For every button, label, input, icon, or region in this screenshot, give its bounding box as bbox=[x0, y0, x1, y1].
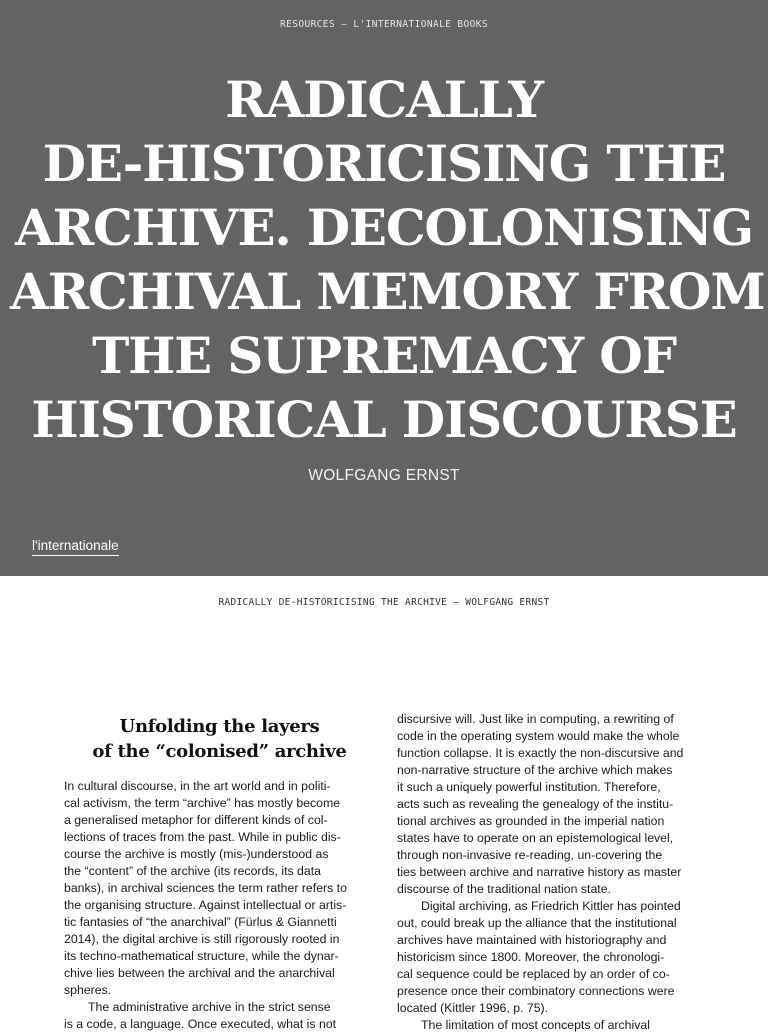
text-line: acts such as revealing the genealogy of the institu- bbox=[397, 797, 674, 811]
text-line: tic fantasies of “the anarchival” (Fürlus & Giannetti bbox=[64, 915, 337, 929]
title-line: HISTORICAL DISCOURSE bbox=[31, 390, 737, 449]
text-line: Digital archiving, as Friedrich Kittler has pointed bbox=[421, 899, 681, 913]
heading-line: of the “colonised” archive bbox=[92, 741, 347, 762]
text-line: its techno-mathematical structure, while the dynar- bbox=[64, 949, 339, 963]
paragraph bbox=[397, 711, 708, 898]
text-line: discourse of the traditional nation state. bbox=[397, 882, 611, 896]
series-label: RESOURCES – L'INTERNATIONALE BOOKS bbox=[279, 19, 489, 30]
book-title bbox=[10, 68, 765, 452]
text-line: The limitation of most concepts of archival bbox=[421, 1018, 650, 1032]
text-line: states have to operate on an epistemological level, bbox=[397, 831, 674, 845]
text-line: code in the operating system would make the whole bbox=[397, 729, 680, 743]
text-line: chive lies between the archival and the anarchival bbox=[64, 966, 335, 980]
text-line: discursive will. Just like in computing, a rewriting of bbox=[397, 712, 674, 726]
left-column bbox=[64, 714, 375, 1033]
title-line: THE SUPREMACY OF bbox=[92, 326, 676, 385]
paragraph bbox=[64, 778, 375, 999]
text-line: function collapse. It is exactly the non-discursive and bbox=[397, 746, 684, 760]
title-line: ARCHIVAL MEMORY FROM bbox=[10, 262, 765, 321]
heading-line: Unfolding the layers bbox=[119, 716, 320, 737]
text-line: non-narrative structure of the archive which makes bbox=[397, 763, 673, 777]
text-line: cal sequence could be replaced by an order of co- bbox=[397, 967, 670, 981]
paragraph bbox=[397, 1017, 708, 1034]
text-line: spheres. bbox=[64, 983, 112, 997]
paragraph bbox=[64, 999, 375, 1033]
text-line: tional archives as grounded in the imperial nation bbox=[397, 814, 665, 828]
text-line: out, could break up the alliance that the institutional bbox=[397, 916, 677, 930]
text-line: lections of traces from the past. While in public dis- bbox=[64, 830, 341, 844]
title-line: DE-HISTORICISING THE bbox=[42, 134, 726, 193]
title-line: RADICALLY bbox=[225, 70, 543, 129]
internationale-logo: l'internationale bbox=[32, 538, 119, 556]
text-line: through non-invasive re-reading, un-covering the bbox=[397, 848, 663, 862]
text-line: cal activism, the term “archive” has mostly become bbox=[64, 796, 341, 810]
title-line: ARCHIVE. DECOLONISING bbox=[15, 198, 753, 257]
text-line: In cultural discourse, in the art world and in politi- bbox=[64, 779, 331, 793]
text-line: ties between archive and narrative history as master bbox=[397, 865, 682, 879]
text-line: the “content” of the archive (its records, its data bbox=[64, 864, 321, 878]
text-line: historicism since 1800. Moreover, the chronologi- bbox=[397, 950, 665, 964]
running-head: RADICALLY DE-HISTORICISING THE ARCHIVE – WOLFGANG ERNST bbox=[218, 597, 550, 608]
text-line: archives have maintained with historiography and bbox=[397, 933, 667, 947]
text-line: course the archive is mostly (mis-)understood as bbox=[64, 847, 329, 861]
right-column bbox=[397, 711, 708, 1034]
text-line: it such a uniquely powerful institution. Therefore, bbox=[397, 780, 661, 794]
author-name: WOLFGANG ERNST bbox=[308, 467, 460, 484]
section-heading bbox=[64, 714, 375, 764]
text-line: presence once their combinatory connections were bbox=[397, 984, 675, 998]
text-line: the organising structure. Against intellectual or artis- bbox=[64, 898, 347, 912]
paragraph bbox=[397, 898, 708, 1017]
text-line: The administrative archive in the strict sense bbox=[88, 1000, 331, 1014]
text-line: 2014), the digital archive is still rigorously rooted in bbox=[64, 932, 340, 946]
text-line: located (Kittler 1996, p. 75). bbox=[397, 1001, 549, 1015]
text-line: banks), in archival sciences the term rather refers to bbox=[64, 881, 347, 895]
text-line: is a code, a language. Once executed, what is not bbox=[64, 1017, 337, 1031]
text-line: a generalised metaphor for different kinds of col- bbox=[64, 813, 328, 827]
